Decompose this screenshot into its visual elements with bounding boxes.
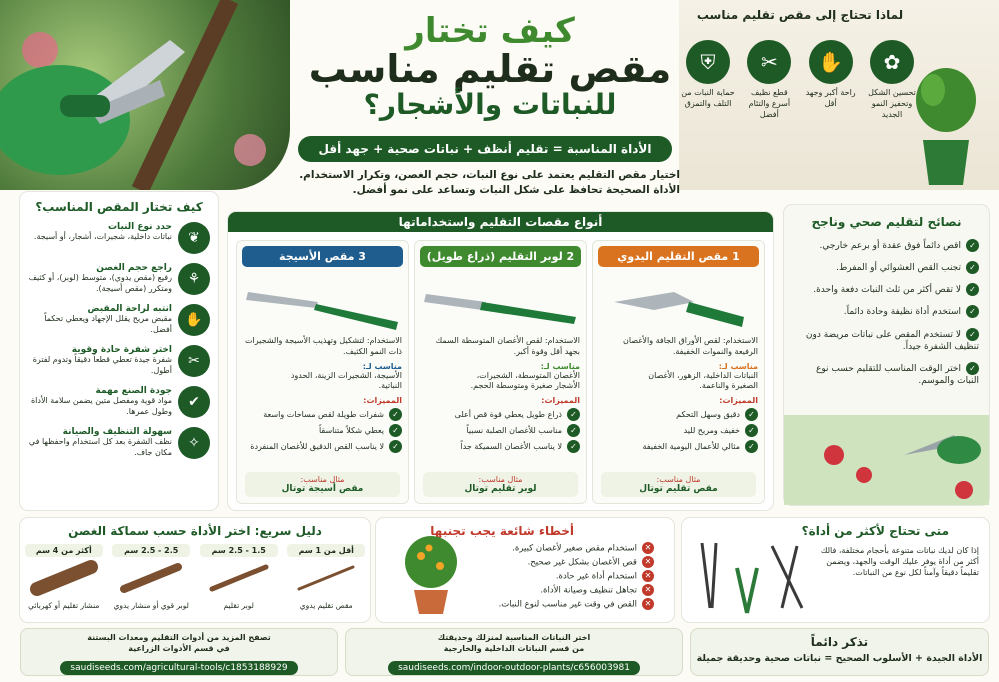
hand-icon: ✋ [178, 304, 210, 336]
tool-feature: ✓شفرات طويلة لقص مساحات واسعة [243, 408, 402, 421]
why-item: ✋ راحة أكبر وجهد أقل [803, 40, 859, 120]
tip-item: ✓لا تقص أكثر من ثلث النبات دفعة واحدة. [794, 283, 979, 296]
mistake-item: ✕القص في وقت غير مناسب لنوع النبات. [376, 598, 654, 610]
tool-features-label: المميزات: [541, 396, 580, 406]
mistake-item: ✕استخدام أداة غير حادة. [376, 570, 654, 582]
choose-item-title: راجع حجم الغصن [96, 263, 172, 273]
tool-card [414, 240, 587, 504]
plants-text-2: من قسم النباتات الداخلية والخارجية [443, 643, 585, 653]
choose-item-text: مواد قوية ومفصل متين يضمن سلامة الأداة وطول عمرها. [30, 396, 172, 416]
choose-item [20, 386, 218, 418]
pruning-hero-photo [0, 0, 290, 190]
tool-features-label: المميزات: [719, 396, 758, 406]
tools-text-2: في قسم الأدوات الزراعية [128, 643, 230, 653]
branch-icon [116, 557, 186, 597]
tool-features-label: المميزات: [363, 396, 402, 406]
why-heading: لماذا تحتاج إلى مقص تقليم مناسب [696, 8, 904, 22]
tool-suitable: النباتات الداخلية، الزهور، الأغصان الصغيرة والناعمة. [648, 370, 758, 391]
tool-feature: ✓لا يناسب الأغصان السميكة جداً [421, 440, 580, 453]
x-icon: ✕ [642, 598, 654, 610]
guide-tool: مقص تقليم يدوي [299, 601, 353, 610]
guide-size: 2.5 - 2.5 سم [112, 544, 190, 557]
remember-banner [690, 628, 989, 676]
mistakes-panel [376, 518, 674, 622]
check-icon: ✓ [389, 440, 402, 453]
check-icon: ✓ [966, 239, 979, 252]
choose-item-title: اختر شفرة حادة وقوية [71, 345, 172, 355]
guide-item [287, 544, 365, 610]
check-icon: ✓ [389, 408, 402, 421]
guide-tool: لوبر قوي أو منشار يدوي [113, 601, 189, 610]
tool-usage: الاستخدام: لتشكيل وتهذيب الأسيجة والشجيرات ذات النمو الكثيف. [244, 336, 402, 356]
tool-suitable: الأسيجة، الشجيرات الزينة، الحدود النباتية. [290, 370, 402, 391]
pruning-rose-photo [784, 415, 989, 505]
check-icon: ✓ [966, 305, 979, 318]
x-icon: ✕ [642, 584, 654, 596]
title-line-1: كيف تختار [405, 11, 575, 51]
branch-icon [29, 557, 99, 597]
choose-item [20, 345, 218, 377]
tool-suitable: الأغصان المتوسطة، الشجيرات، الأشجار صغيرة ومتوسطة الحجم. [470, 370, 580, 391]
tool-suitable-label: مناسب لـ: [540, 361, 580, 371]
tool-feature: ✓ذراع طويل يعطي قوة قص أعلى [421, 408, 580, 421]
check-icon: ✓ [567, 408, 580, 421]
mistakes-heading: أخطاء شائعة يجب تجنبها [430, 524, 574, 538]
check-icon: ✓ [745, 424, 758, 437]
more-text: إذا كان لديك نباتات متنوعة بأحجام مختلفة، فالك أكثر من أداة يوفر عليك الوقت والجهد، ويضمن تقليماً دقيقاً وآمناً لكل نوع من النباتات. [820, 546, 979, 577]
tool-feature: ✓خفيف ومريح لليد [599, 424, 758, 437]
choose-heading: كيف تختار المقص المناسب؟ [35, 200, 203, 214]
intro-line-1: اختيار مقص التقليم يعتمد على نوع النبات، حجم الغصن، وتكرار الاستخدام. [299, 169, 680, 181]
guide-item [25, 544, 103, 610]
tool-image [594, 272, 764, 332]
tool-feature: ✓لا يناسب القص الدقيق للأغصان المنفردة [243, 440, 402, 453]
tip-item: ✓اقص دائماً فوق عقدة أو برعم خارجي. [794, 239, 979, 252]
tip-item: ✓لا تستخدم المقص على نباتات مريضة دون تنظيف الشفرة جيداً. [805, 329, 979, 352]
tips-heading: نصائح لتقليم صحي وناجح [811, 215, 962, 229]
hand-plant-icon: ✋ [809, 40, 853, 84]
formula-banner: الأداة المناسبة = تقليم أنظف + نباتات صحية + جهد أقل [298, 136, 672, 162]
check-icon: ✓ [966, 328, 979, 341]
tools-set-icon [692, 538, 812, 618]
check-icon: ✓ [389, 424, 402, 437]
branch-icon [204, 557, 274, 597]
tools-link[interactable]: saudiseeds.com/agricultural-tools/c1853188929 [60, 661, 297, 675]
plants-banner [345, 628, 683, 676]
tool-suitable-label: مناسب لـ: [362, 361, 402, 371]
tool-usage: الاستخدام: لقص الأوراق الجافة والأغصان الرفيعة والنموات الخفيفة. [623, 336, 758, 356]
tool-image [416, 272, 586, 332]
x-icon: ✕ [642, 556, 654, 568]
check-icon: ✓ [567, 440, 580, 453]
check-icon: ✓ [966, 362, 979, 375]
more-tools-panel [682, 518, 989, 622]
scissors-icon: ✂ [747, 40, 791, 84]
tools-banner [20, 628, 338, 676]
blade-icon: ✂ [178, 345, 210, 377]
tips-panel [784, 205, 989, 505]
citrus-tree-icon [396, 532, 466, 616]
tool-suitable-label: مناسب لـ: [718, 361, 758, 371]
tip-item: ✓تجنب القص العشوائي أو المفرط. [794, 261, 979, 274]
choose-item-text: رفيع (مقص يدوي)، متوسط (لوبر)، أو كثيف ومتكرر (مقص أسيجة). [28, 273, 172, 293]
choose-item-text: نظف الشفرة بعد كل استخدام واحفظها في مكان جاف. [28, 437, 172, 457]
tip-item: ✓اختر الوقت المناسب للتقليم حسب نوع النبات والموسم. [816, 363, 979, 386]
tools-text-1: تصفح المزيد من أدوات التقليم ومعدات البستنة [87, 633, 271, 642]
choose-item-text: شفرة جيدة تعطي قطعاً دقيقاً وتدوم لفترة أطول. [32, 355, 172, 375]
choose-item [20, 427, 218, 459]
choose-item-title: حدد نوع النبات [108, 222, 172, 232]
shield-icon: ⛨ [686, 40, 730, 84]
plants-text-1: اختر النباتات المناسبة لمنزلك وحديقتك [437, 633, 591, 642]
why-item: ⛨ حماية النبات من التلف والتمزق [680, 40, 736, 120]
remember-text: الأداة الجيدة + الأسلوب الصحيح = نباتات صحية وحديقة جميلة [696, 653, 983, 664]
choose-panel [20, 192, 218, 510]
tools-heading: أنواع مقصات التقليم واستخداماتها [228, 212, 773, 232]
why-item: ✿ تحسين الشكل وتحفيز النمو الجديد [864, 40, 920, 120]
more-heading: متى تحتاج لأكثر من أداة؟ [801, 524, 949, 538]
shield-check-icon: ✔ [178, 386, 210, 418]
tool-title: 1 مقص التقليم اليدوي [598, 246, 759, 267]
choose-item-text: نباتات داخلية، شجيرات، أشجار، أو أسيجة. [33, 232, 172, 241]
plants-link[interactable]: saudiseeds.com/indoor-outdoor-plants/c656003981 [388, 661, 640, 675]
mistake-item: ✕قص الأغصان بشكل غير صحيح. [376, 556, 654, 568]
check-icon: ✓ [745, 440, 758, 453]
leaf-icon: ❦ [178, 222, 210, 254]
sprout-icon: ✿ [870, 40, 914, 84]
guide-panel [20, 518, 370, 622]
choose-item [20, 304, 218, 336]
tool-example: مثال مناسب: مقص أسيجة توتال [245, 472, 400, 497]
tool-feature: ✓مناسب للأغصان الصلبة نسبياً [421, 424, 580, 437]
mistake-item: ✕تجاهل تنظيف وصيانة الأداة. [376, 584, 654, 596]
guide-size: أكثر من 4 سم [25, 544, 103, 557]
choose-item-title: جودة الصنع مهمة [95, 386, 172, 396]
tool-feature: ✓يعطي شكلاً متناسقاً [243, 424, 402, 437]
tool-title: 3 مقص الأسيجة [242, 246, 403, 267]
tool-card [592, 240, 765, 504]
mistake-item: ✕استخدام مقص صغير لأغصان كبيرة. [376, 542, 654, 554]
guide-tool: لوبر تقليم [223, 601, 254, 610]
guide-heading: دليل سريع: اختر الأداة حسب سماكة الغصن [68, 524, 322, 538]
choose-item [20, 222, 218, 254]
choose-item [20, 263, 218, 295]
x-icon: ✕ [642, 570, 654, 582]
intro-line-2: الأداة الصحيحة تحافظ على شكل النبات وتساعد على نمو أفضل. [352, 184, 680, 197]
title-line-3: للنباتات والأشجار؟ [363, 87, 617, 121]
choose-item-title: سهولة التنظيف والصيانة [62, 427, 172, 437]
tool-usage: الاستخدام: لقص الأغصان المتوسطة السمك بجهد أقل وقوة أكبر. [435, 336, 580, 356]
guide-size: أقل من 1 سم [287, 544, 365, 557]
branch-icon: ⚘ [178, 263, 210, 295]
check-icon: ✓ [745, 408, 758, 421]
choose-item-text: مقبض مريح يقلل الإجهاد ويعطي تحكماً أفضل. [44, 314, 172, 334]
remember-title: تذكر دائماً [810, 635, 869, 649]
choose-item-title: انتبه لراحة المقبض [87, 304, 172, 314]
broom-icon: ✧ [178, 427, 210, 459]
check-icon: ✓ [966, 261, 979, 274]
tool-feature: ✓دقيق وسهل التحكم [599, 408, 758, 421]
tool-feature: ✓مثالي للأعمال اليومية الخفيفة [599, 440, 758, 453]
guide-tool: منشار تقليم أو كهربائي [28, 601, 100, 610]
check-icon: ✓ [966, 283, 979, 296]
tool-example: مثال مناسب: لوبر تقليم توتال [423, 472, 578, 497]
guide-item [112, 544, 190, 610]
guide-item [200, 544, 278, 610]
tool-title: 2 لوبر التقليم (ذراع طويل) [420, 246, 581, 267]
why-item: ✂ قطع نظيف أسرع والتئام أفضل [741, 40, 797, 120]
check-icon: ✓ [567, 424, 580, 437]
tools-panel [228, 212, 773, 510]
tip-item: ✓استخدم أداة نظيفة وحادة دائماً. [794, 305, 979, 318]
tool-example: مثال مناسب: مقص تقليم توتال [601, 472, 756, 497]
title-line-2: مقص تقليم مناسب [308, 46, 672, 91]
branch-icon [291, 557, 361, 597]
guide-size: 1.5 - 2.5 سم [200, 544, 278, 557]
tool-image [238, 272, 408, 332]
tool-card [236, 240, 409, 504]
x-icon: ✕ [642, 542, 654, 554]
